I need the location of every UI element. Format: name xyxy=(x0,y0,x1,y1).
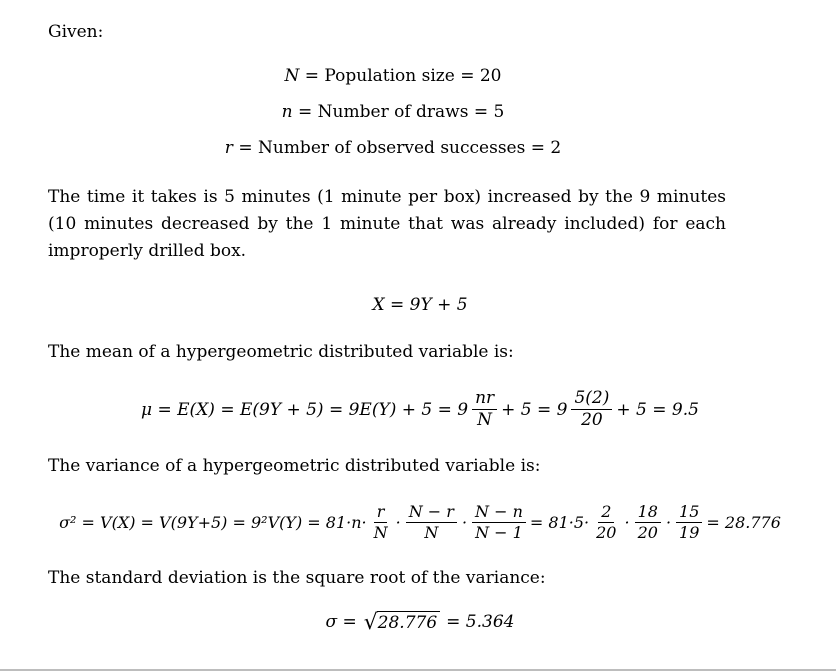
stddev-intro: The standard deviation is the square root of the variance: xyxy=(48,567,546,588)
x-equation xyxy=(48,295,792,315)
denominator: 19 xyxy=(679,523,700,543)
numerator: N − r xyxy=(406,503,457,523)
numerator: r xyxy=(374,503,388,523)
fraction-N-minus-n-over-N-minus-1 xyxy=(472,503,526,543)
cdot-operator: · xyxy=(665,513,672,533)
cdot-operator: · xyxy=(395,513,401,533)
denominator: N xyxy=(477,410,493,431)
fraction-r-over-N xyxy=(371,503,391,543)
variance-eq-prefix: σ² = V(X) = V(9Y+5) = 9²V(Y) = 81·n· xyxy=(59,513,367,533)
variance-eq-result: = 28.776 xyxy=(706,513,781,533)
numerator: nr xyxy=(472,389,497,411)
numerator: N − n xyxy=(472,503,526,523)
denominator: 20 xyxy=(581,410,603,431)
stddev-eq-prefix: σ = xyxy=(325,611,357,632)
definition-symbol: n xyxy=(281,102,293,122)
mean-intro: The mean of a hypergeometric distributed variable is: xyxy=(48,341,514,362)
variance-eq-mid: = 81·5· xyxy=(529,513,590,533)
variance-equation xyxy=(48,503,792,543)
fraction-15-over-19 xyxy=(676,503,702,543)
given-label: Given: xyxy=(48,22,104,42)
denominator: 20 xyxy=(596,523,617,543)
definition-number-of-draws xyxy=(48,102,738,122)
mean-eq-prefix: μ = E(X) = E(9Y + 5) = 9E(Y) + 5 = 9 xyxy=(141,399,469,420)
x-equation-text: X = 9Y + 5 xyxy=(372,294,468,315)
mean-eq-result: + 5 = 9.5 xyxy=(616,399,699,420)
definitions-block xyxy=(48,66,738,158)
time-explanation-paragraph: The time it takes is 5 minutes (1 minute per box) increased by the 9 minutes (10 minutes decreased by the 1 minute that was already included) for each improperly drilled box. xyxy=(48,187,726,261)
fraction-nr-over-N xyxy=(472,389,497,431)
fraction-2-over-20 xyxy=(593,503,619,543)
cdot-operator: · xyxy=(461,513,468,533)
fraction-18-over-20 xyxy=(635,503,661,543)
definition-symbol: N xyxy=(284,66,300,86)
stddev-equation xyxy=(48,611,792,633)
definition-population-size xyxy=(48,66,738,86)
definition-symbol: r xyxy=(224,138,233,158)
variance-intro: The variance of a hypergeometric distributed variable is: xyxy=(48,455,541,476)
definition-observed-successes xyxy=(48,138,738,158)
numerator: 5(2) xyxy=(571,389,612,411)
definition-text: = Number of draws = 5 xyxy=(292,102,505,122)
mean-eq-mid: + 5 = 9 xyxy=(501,399,568,420)
mean-equation xyxy=(48,389,792,431)
denominator: N xyxy=(424,523,439,543)
numerator: 15 xyxy=(676,503,702,523)
denominator: N − 1 xyxy=(475,523,523,543)
numerator: 18 xyxy=(635,503,661,523)
cdot-operator: · xyxy=(624,513,630,533)
sqrt-symbol: √ xyxy=(363,609,378,635)
fraction-N-minus-r-over-N xyxy=(406,503,457,543)
fraction-5-2-over-20 xyxy=(571,389,612,431)
denominator: N xyxy=(373,523,388,543)
radicand: 28.776 xyxy=(377,611,440,633)
definition-text: = Number of observed successes = 2 xyxy=(232,138,562,158)
definition-text: = Population size = 20 xyxy=(299,66,502,86)
denominator: 20 xyxy=(637,523,658,543)
numerator: 2 xyxy=(598,503,614,523)
stddev-eq-result: = 5.364 xyxy=(446,611,515,632)
